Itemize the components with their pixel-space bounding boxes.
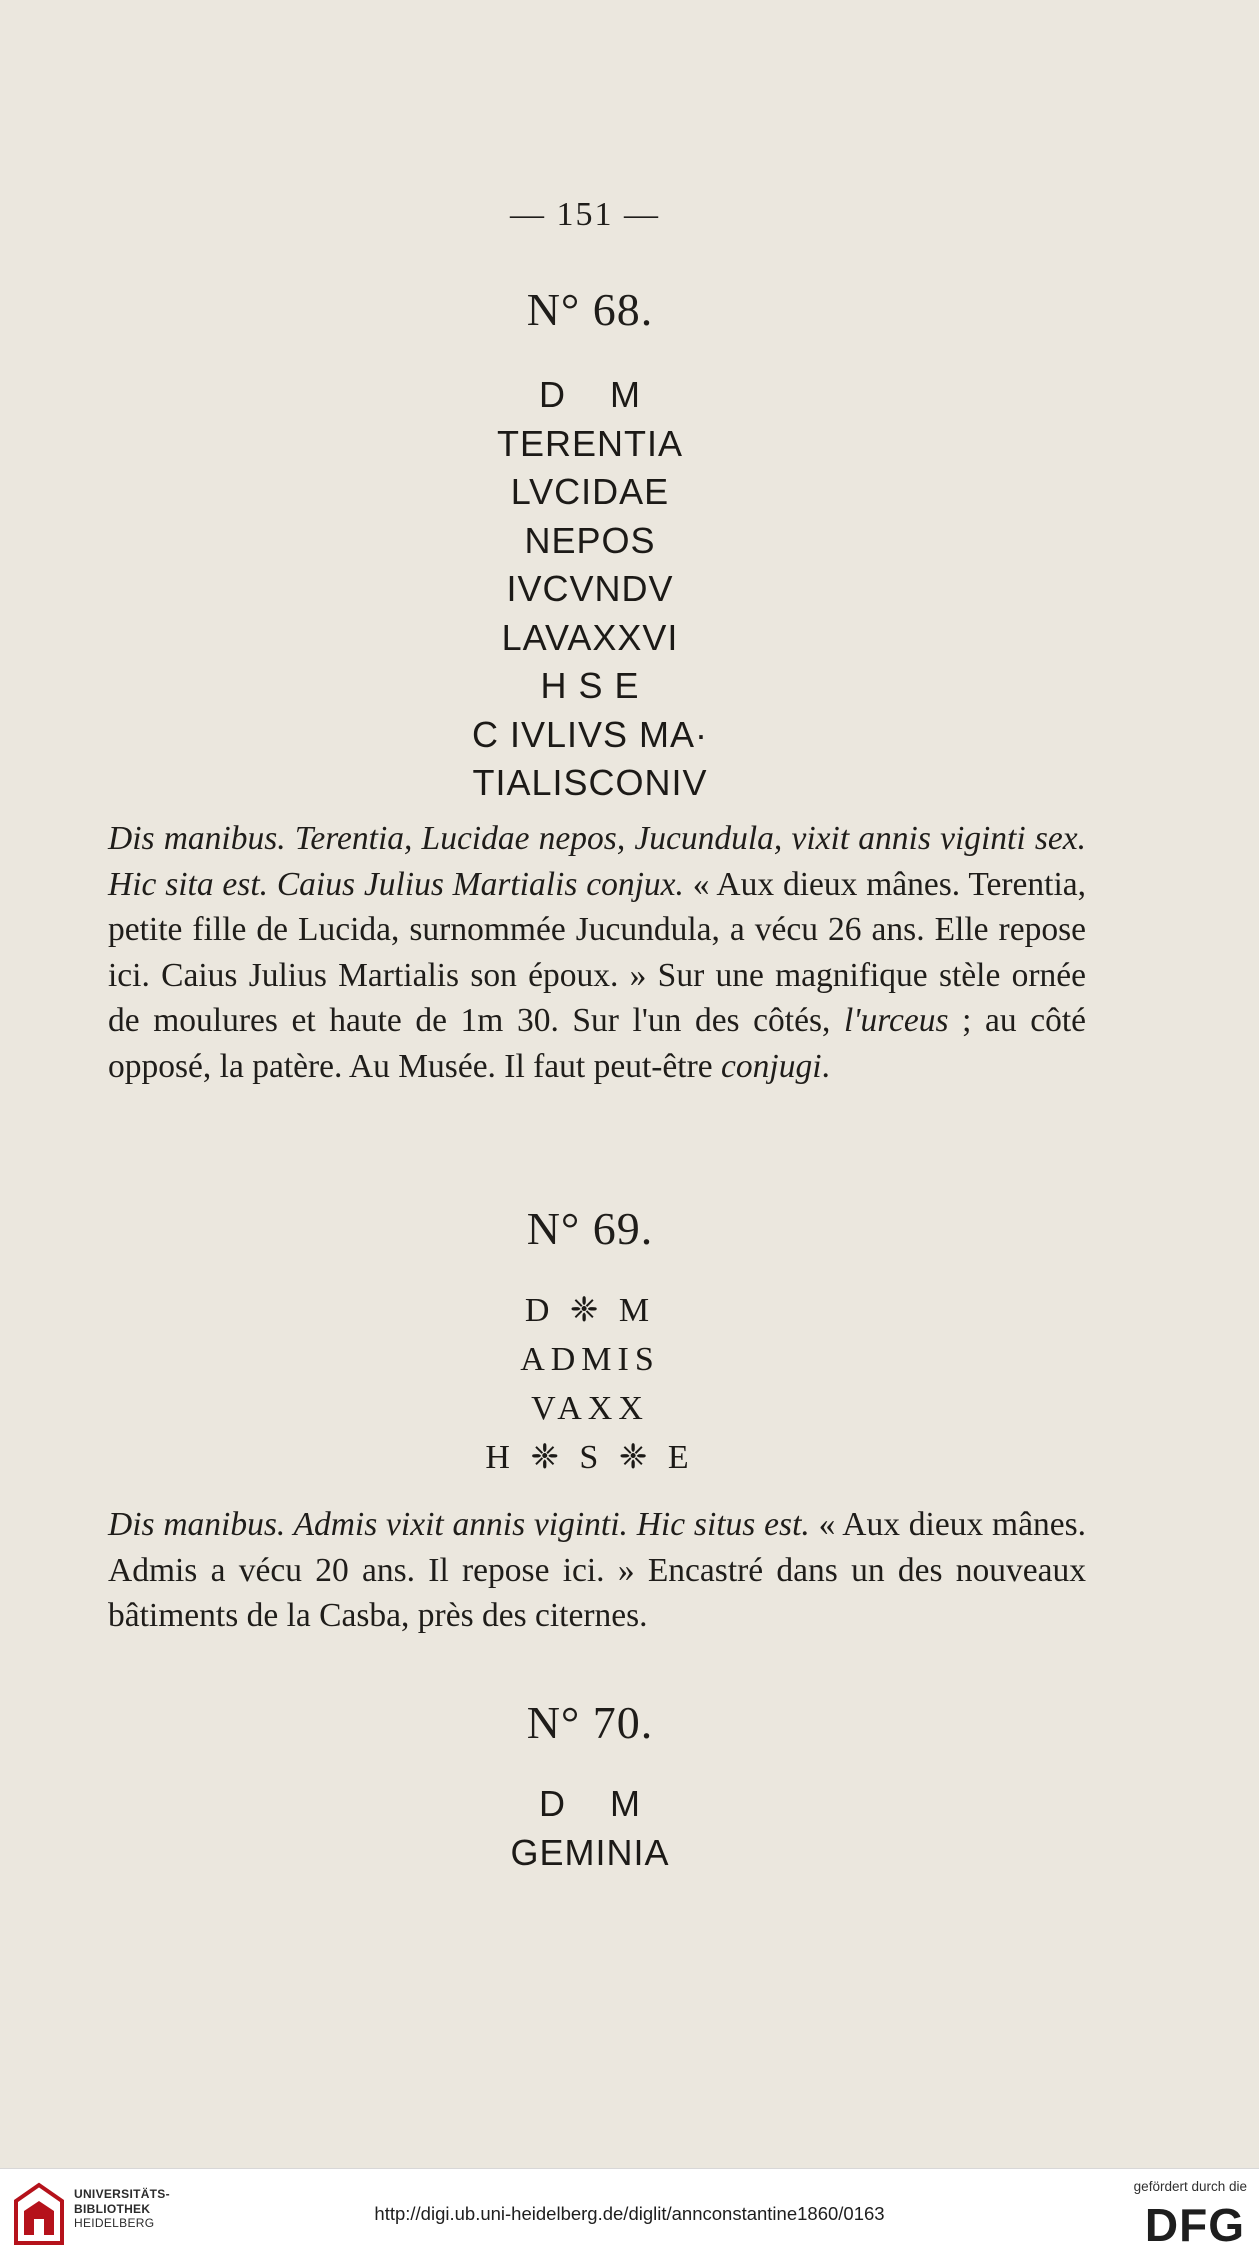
inscription-line: IVCVNDV (506, 568, 674, 609)
punctuation: . (821, 1047, 830, 1085)
inscription-line: LVCIDAE (510, 471, 670, 512)
sponsor-caption: gefördert durch die (1133, 2179, 1247, 2194)
inscription-68 (0, 371, 1180, 808)
library-name-line: HEIDELBERG (74, 2216, 155, 2230)
inscription-line: TERENTIA (496, 422, 683, 464)
dfg-logo: DFG (1144, 2199, 1245, 2251)
viewer-footer (0, 2168, 1259, 2261)
page-number: — 151 — (510, 196, 660, 233)
latin-transcription: Dis manibus. Terentia, Lucidae nepos, Jucundula, vixit annis viginti sex. Hic sita est. Caius Julius Martialis conjux. (108, 820, 1086, 903)
latin-term: l'urceus (843, 1002, 949, 1039)
inscription-line: LAVAXXVI (501, 616, 679, 658)
french-commentary: « Aux dieux mânes. Admis a vécu 20 ans. Il repose ici. » Encastré dans un des nouveaux bâtiments de la Casba, près des citernes. (108, 1506, 1086, 1634)
inscription-line: H ❈ S ❈ E (485, 1439, 695, 1476)
inscription-line: H S E (540, 665, 640, 706)
library-name-line: BIBLIOTHEK (74, 2201, 151, 2216)
entry-heading-69: N° 69. (526, 1203, 654, 1254)
inscription-line: ADMIS (520, 1341, 660, 1378)
inscription-line: GEMINIA (510, 1831, 670, 1873)
entry-heading-68: N° 68. (526, 284, 654, 335)
inscription-line: D M (539, 1783, 641, 1824)
entry-heading-70: N° 70. (526, 1697, 654, 1748)
latin-transcription: Dis manibus. Admis vixit annis viginti. Hic situs est. (108, 1506, 810, 1543)
inscription-line: D ❈ M (524, 1292, 656, 1329)
commentary-68 (108, 816, 1086, 1089)
inscription-line: D M (539, 374, 641, 415)
latin-term: conjugi (721, 1047, 822, 1085)
library-name-line: UNIVERSITÄTS- (74, 2187, 170, 2201)
french-commentary: « Aux dieux mânes. Terentia, petite fille de Lucida, surnommée Jucundula, a vécu 26 ans. Elle repose ici. Caius Julius Martialis son époux. » Sur une magnifique stèle ornée de moulures et haute de 1m 30. Sur l'un des côtés, (108, 865, 1087, 1039)
inscription-line: TIALISCONIV (472, 762, 708, 803)
inscription-line: C IVLIVS MA· (471, 713, 709, 755)
permalink-url[interactable]: http://digi.ub.uni-heidelberg.de/diglit/annconstantine1860/0163 (374, 2203, 885, 2224)
french-commentary: ; au côté opposé, la patère. Au Musée. Il faut peut-être (108, 1002, 1087, 1085)
inscription-69 (0, 1286, 1180, 1482)
commentary-69 (108, 1502, 1086, 1639)
inscription-70 (0, 1780, 1180, 1877)
inscription-line: VAXX (531, 1390, 649, 1427)
inscription-line: NEPOS (524, 519, 656, 561)
